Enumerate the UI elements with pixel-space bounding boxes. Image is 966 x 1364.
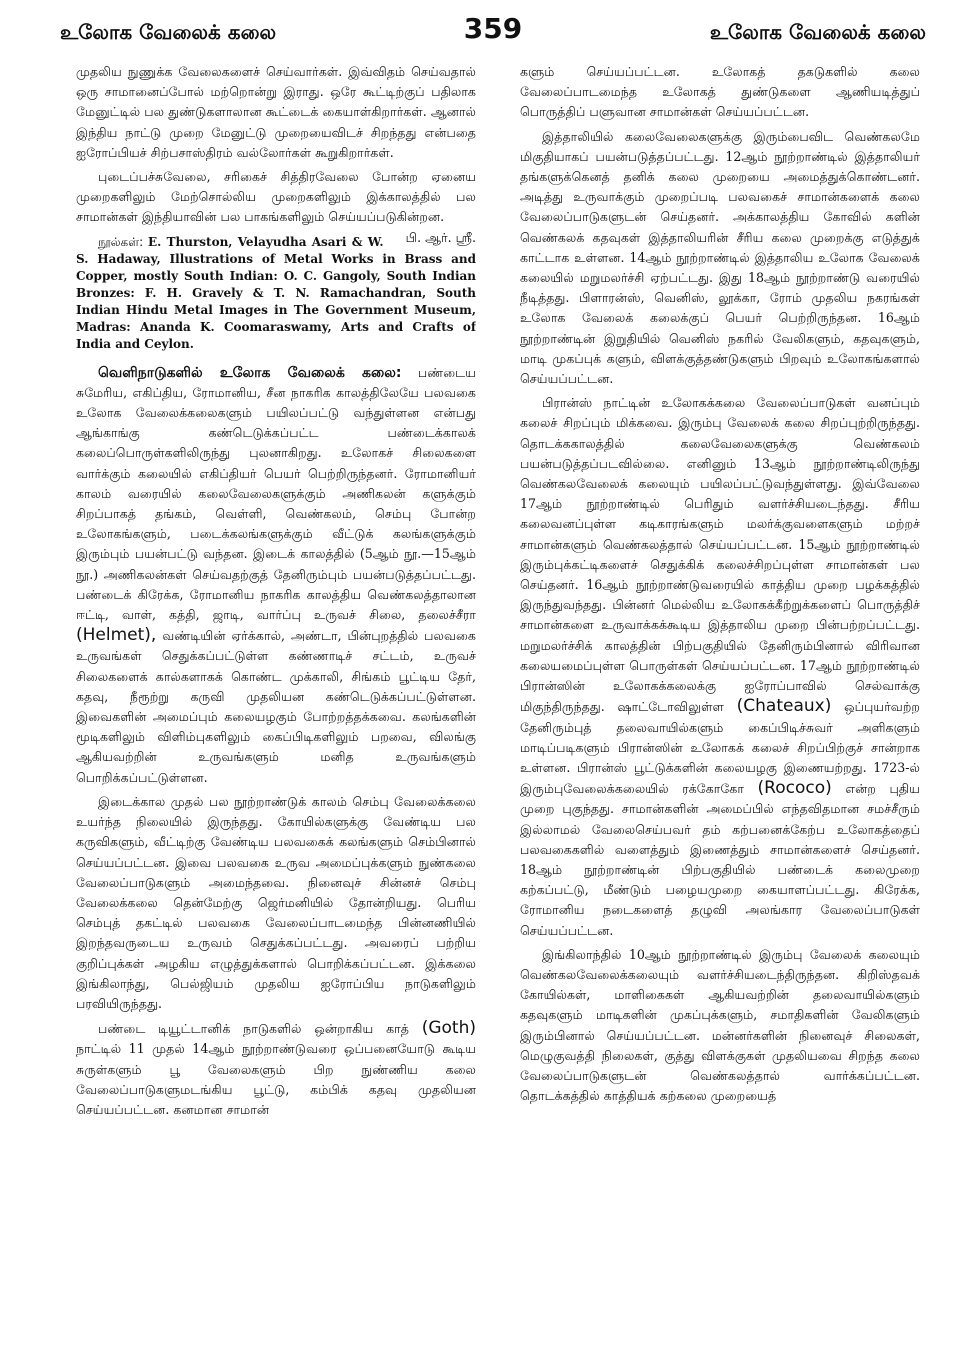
paragraph-text: நாட்டில் 11 முதல் 14ஆம் நூற்றாண்டுவரை ஒப்பனையோடு கூடிய சுருள்களும் பூ வேலைகளும் பிற நுண்ணிய கலை வேலைப்பாடுகளுமடங்கிய பூட்டு, கம்பிக் கதவு முதலியன செய்யப்பட்டன. கனமான சாமான் xyxy=(76,1041,476,1117)
references-label: நூல்கள்: xyxy=(98,234,144,249)
paragraph: களும் செய்யப்பட்டன. உலோகத் தகடுகளில் கலை வேலைப்பாடமைந்த உலோகத் துண்டுகளை ஆணியடித்துப் பொருத்திப் பளுவான சாமான்கள் செய்யப்பட்டன. xyxy=(520,64,920,120)
page-header xyxy=(60,12,926,54)
section-title: வெளிநாடுகளில் உலோக வேலைக் கலை: xyxy=(98,364,402,381)
paragraph xyxy=(76,363,476,788)
references xyxy=(76,234,476,353)
right-column xyxy=(520,62,920,1352)
paragraph-text: பிரான்ஸ் நாட்டின் உலோகக்கலை வேலைப்பாடுகள் வனப்பும் கலைச் சிறப்பும் மிக்கவை. இரும்பு வேலைக் கலை சிறப்புற்றிருந்தது. தொடக்ககாலத்தில் கலைவேலைகளுக்கு வெண்கலம் பயன்படுத்தப்படவில்லை. எனினும் 13ஆம் நூற்றாண்டிலிருந்து வெண்கலவேலைக் கலையும் பயிலப்பட்டுவந்துள்ளது. இவ்வேலை 17ஆம் நூற்றாண்டில் பெரிதும் வளர்ச்சியடைந்தது. சீரிய கலைவனப்புள்ள கடிகாரங்களும் மலர்க்குவளைகளும் மற்றச் சாமான்களும் வெண்கலத்தால் செய்யப்பட்டன. 15ஆம் நூற்றாண்டில் இரும்புக்கட்டிகளைச் செதுக்கிக் கலைச்சிறப்புள்ள சாமான்கள் பல செய்தனர். 16ஆம் நூற்றாண்டுவரையில் காத்திய முறை பழக்கத்தில் இருந்துவந்தது. பின்னர் மெல்லிய உலோகக்கீற்றுக்களைப் பொருத்திச் சாமான்களை உருவாக்கக்கூடிய இத்தாலிய முறை பின்பற்றப்பட்டது. மறுமலர்ச்சிக் காலத்தின் பிற்பகுதியில் தேனிரும்பினால் விரிவான கலையமைப்புள்ள பொருள்கள் செய்யப்பட்டன. 17ஆம் நூற்றாண்டில் பிரான்ஸின் உலோகக்கலைக்கு ஐரோப்பாவில் செல்வாக்கு மிகுந்திருந்தது. ஷாட்டோவிலுள்ள xyxy=(520,395,920,715)
running-title-left: உலோக வேலைக் கலை xyxy=(60,20,277,44)
left-column xyxy=(76,62,476,1352)
references-text: E. Thurston, Velayudha Asari & W. S. Hadaway, Illustrations of Metal Works in Brass and Copper, mostly South Indian: O. C. Gangoly, South Indian Bronzes: F. H. Gravely & T. N. Ramachandran, South Indian Hindu Metal Images in The Government Museum, Madras: Ananda K. Coomaraswamy, Arts and Crafts of India and Ceylon. xyxy=(76,234,476,351)
paragraph xyxy=(520,393,920,940)
paragraph-text: புடைப்பச்சுவேலை, சரிகைச் சித்திரவேலை போன்ற ஏனைய முறைகளிலும் மேற்சொல்லிய முறைகளிலும் இக்காலத்தில் பல சாமான்கள் இந்தியாவின் பல பாகங்களிலும் செய்யப்படுகின்றன. xyxy=(76,169,476,225)
paragraph-text: பண்டை டியூட்டானிக் நாடுகளில் ஒன்றாகிய காத் xyxy=(98,1021,409,1037)
paragraph: முதலிய நுணுக்க வேலைகளைச் செய்வார்கள். இவ்விதம் செய்வதால் ஒரு சாமானைப்போல் மற்றொன்று இராது. ஒரே கூட்டிற்குப் பதிலாக மேனுட்டில் பல துண்டுகளாலான கூட்டைக் கையாள்கிறார்கள். ஆனால் இந்திய நாட்டு முறை மேனுட்டு முறையைவிடச் சிறந்தது என்பதை ஐரோப்பியச் சிற்பசாஸ்திரம் வல்லோர்கள் கூறுகிறார்கள். xyxy=(76,64,476,160)
paragraph: இங்கிலாந்தில் 10ஆம் நூற்றாண்டில் இரும்பு வேலைக் கலையும் வெண்கலவேலைக்கலையும் வளர்ச்சியடைந்திருந்தன. கிறிஸ்தவக் கோயில்கள், மாளிகைகள் ஆகியவற்றின் தலைவாயில்களும் கதவுகளும் மாடிகளின் முகப்புக்களும், சமாதிகளின் வேலிகளும் இரும்பினால் செய்யப்பட்டன. மன்னர்களின் நினைவுச் சிலைகள், மெழுகுவத்தி நிலைகள், குத்து விளக்குகள் முதலியவை சிறந்த கலை வேலைப்பாடுகளுடன் வெண்கலத்தால் வார்க்கப்பட்டன. தொடக்கத்தில் காத்தியக் கற்கலை முறையைத் xyxy=(520,946,920,1104)
latin-term: (Rococo) xyxy=(757,778,832,799)
paragraph: இடைக்கால முதல் பல நூற்றாண்டுக் காலம் செம்பு வேலைக்கலை உயர்ந்த நிலையில் இருந்தது. கோயில்களுக்கு வேண்டிய பல கருவிகளும், வீட்டிற்கு வேண்டிய பலவகைக் கலங்களும் செம்பினால் செய்யப்பட்டன. இவை பலவகை உருவ அமைப்புக்களும் நுண்கலை வேலைப்பாடுகளும் அமைந்தவை. நினைவுச் சின்னச் செம்பு வேலைக்கலை தென்மேற்கு ஜெர்மனியில் தோன்றியது. பெரிய செம்புத் தகட்டில் பலவகை வேலைப்பாடமைந்த பின்னணியில் இறந்தவருடைய உருவம் செதுக்கப்பட்டது. அவரைப் பற்றிய குறிப்புக்கள் அழகிய எழுத்துக்களால் பொறிக்கப்பட்டன. இக்கலை இங்கிலாந்து, பெல்ஜியம் முதலிய ஐரோப்பிய நாடுகளிலும் பரவியிருந்தது. xyxy=(76,793,476,1011)
page-number: 359 xyxy=(463,12,523,45)
paragraph-text: பண்டைய சுமேரிய, எகிப்திய, ரோமானிய, சீன நாகரிக காலத்திலேயே பலவகை உலோக வேலைக்கலைகளும் பயிலப்பட்டு வந்துள்ளன என்பது ஆங்காங்கு கண்டெடுக்கப்பட்ட பண்டைக்காலக் கலைப்பொருள்களிலிருந்து புலனாகிறது. உலோகச் சிலைகளை வார்க்கும் கலையில் எகிப்தியர் பெயர் பெற்றிருந்தனர். ரோமானியர் காலம் வரையில் கலைவேலைகளுக்கும் அணிகலன் களுக்கும் சிறப்பாகத் தங்கம், வெள்ளி, வெண்கலம், செம்பு போன்ற உலோகங்களும், படைக்கலங்களுக்கும் வீட்டுக் கலங்களுக்கும் இரும்பும் பயன்பட்டு வந்தன. இடைக் காலத்தில் (5ஆம் நூ.—15ஆம் நூ.) அணிகலன்கள் செய்வதற்குத் தேனிரும்பும் பயன்படுத்தப்பட்டது. பண்டைக் கிரேக்க, ரோமானிய நாகரிக காலத்திய வெண்கலத்தாலான ஈட்டி, வாள், கத்தி, ஜாடி, வார்ப்பு உருவச் சிலை, தலைச்சீரா xyxy=(76,364,476,623)
paragraph-text: ஒப்புயர்வற்ற தேனிரும்புத் தலைவாயில்களும் கைப்பிடிச்சுவர் அளிகளும் மாடிப்படிகளும் பிரான்ஸின் உலோகக் கலைச் சிறப்பிற்குச் சான்றாக உள்ளன. பிரான்ஸ் பூட்டுக்களின் கலையழகு இணையற்றது. 1723-ல் இரும்புவேலைக்கலையில் ரக்கோகோ xyxy=(520,699,920,797)
author-signature: பி. ஆர். ஸ்ரீ. xyxy=(405,229,476,245)
paragraph xyxy=(76,1018,476,1120)
latin-term: (Goth) xyxy=(421,1018,476,1039)
paragraph: இத்தாலியில் கலைவேலைகளுக்கு இரும்பைவிட வெண்கலமே மிகுதியாகப் பயன்படுத்தப்பட்டது. 12ஆம் நூற்றாண்டில் இத்தாலியர் தங்களுக்கெனத் தனிக் கலை முறையை அமைத்துக்கொண்டனர். அடித்து உருவாக்கும் முறைப்படி பலவகைச் சாமான்களைக் கலை வேலைப்பாடுகளுடன் செய்தனர். அக்காலத்திய கோவில் களின் வெண்கலக் கதவுகள் இத்தாலியரின் சீரிய கலை முறைக்கு எடுத்துக் காட்டாக உள்ளன. 14ஆம் நூற்றாண்டில் இத்தாலிய உலோக வேலைக் கலையில் மறுமலர்ச்சி ஏற்பட்டது. இது 18ஆம் நூற்றாண்டு வரையில் நீடித்தது. பிளாரன்ஸ், வெனிஸ், லூக்கா, ரோம் முதலிய நகரங்கள் உலோக வேலைக் கலைக்குப் பெயர் பெற்றிருந்தன. 16ஆம் நூற்றாண்டின் இறுதியில் வெனிஸ் நகரில் வேலிகளும், கதவுகளும், மாடி முகப்புக் களும், விளக்குத்தண்டுகளும் பிறவும் உலோகங்களால் செய்யப்பட்டன. xyxy=(520,128,920,387)
latin-term: (Helmet), xyxy=(76,625,157,646)
paragraph-text: என்ற புதிய முறை புகுந்தது. சாமான்களின் அமைப்பில் எந்தவிதமான சமச்சீரும் இல்லாமல் வேலைசெய்பவர் தம் கற்பனைக்கேற்ப உலோகத்தைப் பலவகைகளில் வளைத்தும் இணைத்தும் சாமான்களைச் செய்தனர். 18ஆம் நூற்றாண்டின் பிற்பகுதியில் பண்டைக் கலைமுறை கற்கப்பட்டு, மீண்டும் பழையமுறை கையாளப்பட்டது. கிரேக்க, ரோமானிய நடைகளைத் தழுவி அலங்கார வேலைப்பாடுகள் செய்யப்பட்டன. xyxy=(520,781,920,938)
paragraph-text: வண்டியின் ஏர்க்கால், அண்டா, பின்புறத்தில் பலவகை உருவங்கள் செதுக்கப்பட்டுள்ள கண்ணாடிச் சட்டம், உருவச் சிலைகளைக் கால்களாகக் கொண்ட முக்காலி, சிங்கம் பூட்டிய தேர், கதவு, நீரூற்று கருவி முதலியன கண்டெடுக்கப்பட்டுள்ளன. இவைகளின் அமைப்பும் கலையழகும் போற்றத்தக்கவை. கலங்களின் மூடிகளிலும் விளிம்புகளிலும் கைப்பிடிகளிலும் பறவை, விலங்கு ஆகியவற்றின் உருவங்களும் மனித உருவங்களும் பொறிக்கப்பட்டுள்ளன. xyxy=(76,628,476,785)
running-title-right: உலோக வேலைக் கலை xyxy=(709,20,926,44)
latin-term: (Chateaux) xyxy=(736,696,832,717)
